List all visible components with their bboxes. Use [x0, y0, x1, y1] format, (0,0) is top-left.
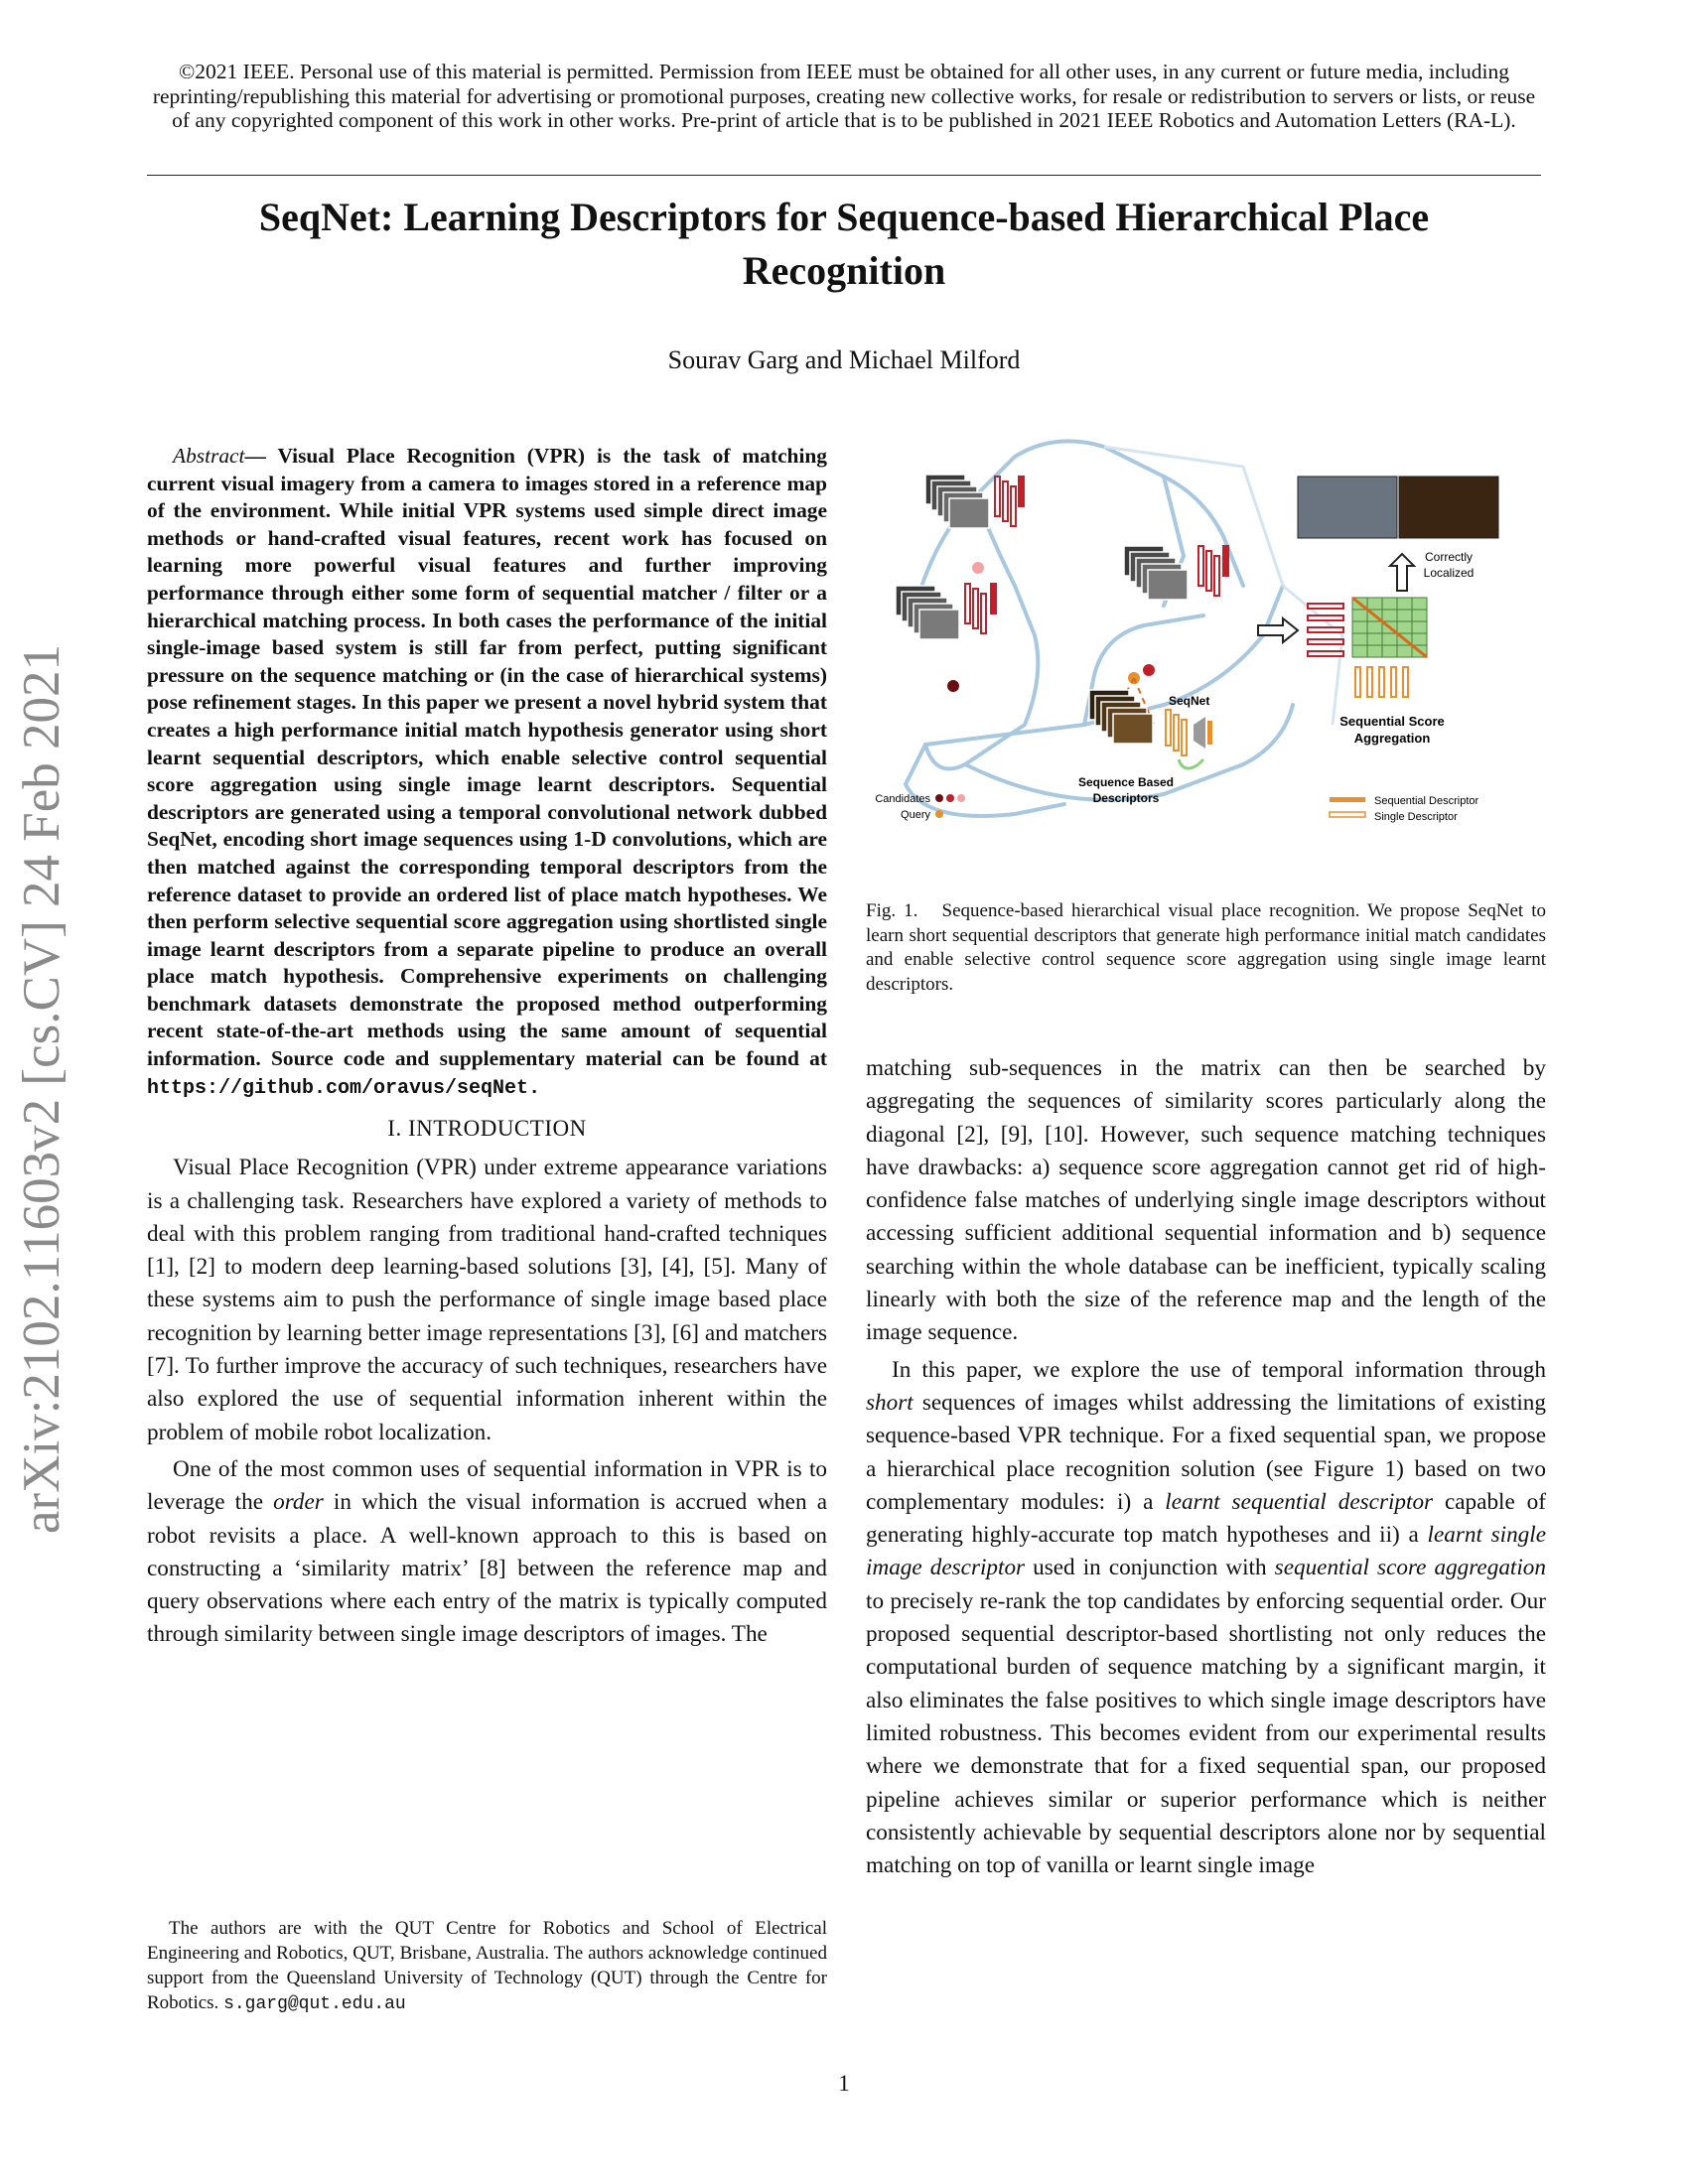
figure-1 — [866, 437, 1546, 874]
legend-query-label: Query — [901, 809, 930, 821]
copyright-notice: ©2021 IEEE. Personal use of this material is permitted. Permission from IEEE must be obtained for all other uses, in any current or future media, including reprinting/republishing this material for advertising or promotional purposes, creating new collective works, for resale or redistribution to servers or lists, or reuse of any copyrighted component of this work in other works. Pre-print of article that is to be published in 2021 IEEE Robotics and Automation Letters (RA-L). — [152, 60, 1536, 132]
title-line-1: SeqNet: Learning Descriptors for Sequence-based Hierarchical Place — [258, 195, 1430, 239]
legend-candidates-label: Candidates — [875, 793, 930, 805]
legend-seq-label: Sequential Descriptor — [1374, 795, 1479, 807]
right-column — [866, 1052, 1546, 1882]
right-paragraph-2: In this paper, we explore the use of temporal information through short sequences of images whilst addressing the limitations of existing sequence-based VPR technique. For a fixed sequential span, we propose a hierarchical place recognition solution (see Figure 1) based on two complementary modules: i) a learnt sequential descriptor capable of generating highly-accurate top match hypotheses and ii) a learnt single image descriptor used in conjunction with sequential score aggregation to precisely re-rank the top candidates by enforcing sequential order. Our proposed sequential descriptor-based shortlisting not only reduces the computational burden of sequence matching by a significant margin, it also eliminates the false positives to which single image descriptors have limited robustness. This becomes evident from our experimental results where we demonstrate that for a fixed sequential span, our proposed pipeline achieves similar or superior performance which is neither consistently achievable by sequential descriptors alone nor by sequential matching on top of vanilla or learnt single image — [866, 1356, 1546, 1879]
sbd-label-2: Descriptors — [1092, 791, 1160, 805]
intro-paragraph-2: One of the most common uses of sequential information in VPR is to leverage the order in which the visual information is accrued when a robot revisits a place. A well-known approach to this is based on constructing a ‘similarity matrix’ [8] between the reference map and query observations where each entry of the matrix is typically computed through similarity between single image descriptors of images. The — [147, 1455, 827, 1648]
legend-dot-dark — [935, 794, 943, 802]
header-rule — [147, 175, 1541, 176]
caption-label: Fig. 1. — [866, 900, 918, 921]
ssa-label-2: Aggregation — [1353, 731, 1431, 746]
score-matrix — [1352, 598, 1427, 657]
single-descriptors-top — [995, 477, 1024, 526]
localized-label: Localized — [1423, 566, 1475, 580]
single-descriptors-left — [965, 584, 996, 633]
right-paragraph-1: matching sub-sequences in the matrix can then be searched by aggregating the sequences of similarity scores particularly along the diagonal [2], [9], [10]. However, such sequence matching techniques have drawbacks: a) sequence score aggregation cannot get rid of high-confidence false matches of underlying single image descriptors without accessing sufficient additional sequential information and b) sequence searching within the whole database can be inefficient, typically scaling linearly with both the size of the reference map and the length of the image sequence. — [866, 1055, 1546, 1346]
sequence-descriptors-query — [1166, 710, 1187, 755]
title-line-2: Recognition — [742, 248, 946, 293]
candidate-marker-light — [972, 562, 984, 574]
candidate-marker-dark — [947, 680, 959, 692]
abstract-text: Visual Place Recognition (VPR) is the task of matching current visual imagery from a camera to images stored in a reference map of the environment. While initial VPR systems used simple direct image methods or hand-crafted visual features, recent work has focused on learning more powerful visual features and further improving performance through either some form of sequential matcher / filter or a hierarchical matching process. In both cases the performance of the initial single-image based system is still far from perfect, putting significant pressure on the sequence matching or (in the case of hierarchical systems) pose refinement stages. In this paper we present a novel hybrid system that creates a high performance initial match hypothesis generator using short learnt sequential descriptors, which enable selective control sequential score aggregation using single image learnt descriptors. Sequential descriptors are generated using a temporal convolutional network dubbed SeqNet, encoding short image sequences using 1-D convolutions, which are then matched against the corresponding temporal descriptors from the reference dataset to provide an ordered list of place match hypotheses. We then perform selective sequential score aggregation using shortlisted single image learnt descriptors from a separate pipeline to produce an overall place match hypothesis. Comprehensive experiments on challenging benchmark datasets demonstrate the proposed method outperforming recent state-of-the-art methods using the same amount of sequential information. Source code and supplementary material can be found at — [147, 444, 827, 1071]
right-arrow-icon — [1258, 618, 1298, 642]
legend-seq-swatch — [1330, 797, 1365, 802]
ssa-label-1: Sequential Score — [1339, 714, 1445, 729]
candidate-marker-red — [1143, 664, 1155, 676]
page-number: 1 — [838, 2071, 850, 2096]
authors: Sourav Garg and Michael Milford — [667, 345, 1021, 374]
vertical-sequence-descriptors — [1355, 667, 1408, 697]
green-arrowhead — [1198, 759, 1203, 764]
author-footnote: The authors are with the QUT Centre for Robotics and School of Electrical Engineering and Robotics, QUT, Brisbane, Australia. The authors acknowledge continued support from the Queensland University of Technology (QUT) through the Centre for Robotics. s.garg@qut.edu.au — [147, 1918, 827, 2014]
arxiv-watermark: arXiv:2102.11603v2 [cs.CV] 24 Feb 2021 — [13, 643, 70, 1534]
left-column — [147, 443, 827, 1652]
correctly-label: Correctly — [1424, 550, 1474, 564]
figure-1-diagram — [866, 437, 1546, 874]
legend-dot-query — [935, 810, 943, 818]
localized-image-night — [1399, 477, 1498, 538]
figure-1-caption — [866, 899, 1546, 997]
legend-dot-light — [957, 794, 965, 802]
seqnet-label: SeqNet — [1169, 694, 1210, 708]
up-arrow-icon — [1390, 554, 1414, 591]
intro-paragraph-1: Visual Place Recognition (VPR) under extreme appearance variations is a challenging task. Researchers have explored a variety of methods to deal with this problem ranging from traditional hand-crafted techniques [1], [2] to modern deep learning-based solutions [3], [4], [5]. Many of these systems aim to push the performance of single image based place recognition by learning better image representations [3], [6] and matchers [7]. To further improve the accuracy of such techniques, researchers have also explored the use of sequential information inherent within the problem of mobile robot localization. — [147, 1155, 827, 1445]
legend-dot-red — [946, 794, 954, 802]
sbd-label-1: Sequence Based — [1077, 775, 1175, 789]
section-heading-introduction: I. INTRODUCTION — [387, 1116, 587, 1142]
image-stack-left — [896, 586, 959, 639]
author-email[interactable]: s.garg@qut.edu.au — [223, 1994, 406, 2014]
single-descriptors-middle — [1198, 546, 1228, 596]
abstract-label: Abstract — [173, 444, 245, 468]
seqnet-block — [1194, 717, 1205, 749]
legend-single-swatch — [1330, 812, 1365, 817]
caption-text: Sequence-based hierarchical visual place recognition. We propose SeqNet to learn short sequential descriptors that generate high performance initial match candidates and enable selective control sequence score aggregation using single image learnt descriptors. — [866, 900, 1546, 995]
legend-single-label: Single Descriptor — [1374, 811, 1458, 823]
code-url-link[interactable]: https://github.com/oravus/seqNet. — [147, 1076, 541, 1100]
image-stack-middle — [1124, 546, 1188, 600]
image-stack-top — [925, 475, 989, 528]
seqnet-output — [1207, 721, 1212, 745]
localized-image-day — [1298, 477, 1397, 538]
abstract: Abstract— Visual Place Recognition (VPR) is the task of matching current visual imagery from a camera to images stored in a reference map of the environment. While initial VPR systems used simple direct image methods or hand-crafted visual features, recent work has focused on learning more powerful visual features and further improving performance through either some form of sequential matcher / filter or a hierarchical matching process. In both cases the performance of the initial single-image based system is still far from perfect, putting significant pressure on the sequence matching or (in the case of hierarchical systems) pose refinement stages. In this paper we present a novel hybrid system that creates a high performance initial match hypothesis generator using short learnt sequential descriptors, which enable selective control sequential score aggregation using single image learnt descriptors. Sequential descriptors are generated using a temporal convolutional network dubbed SeqNet, encoding short image sequences using 1-D convolutions, which are then matched against the corresponding temporal descriptors from the reference dataset to provide an ordered list of place match hypotheses. We then perform selective sequential score aggregation using shortlisted single image learnt descriptors from a separate pipeline to produce an overall place match hypothesis. Comprehensive experiments on challenging benchmark datasets demonstrate the proposed method outperforming recent state-of-the-art methods using the same amount of sequential information. Source code and supplementary material can be found at https://github.com/oravus/seqNet. — [147, 444, 827, 1100]
paper-title — [147, 191, 1541, 298]
green-arrow-1 — [1179, 759, 1198, 768]
